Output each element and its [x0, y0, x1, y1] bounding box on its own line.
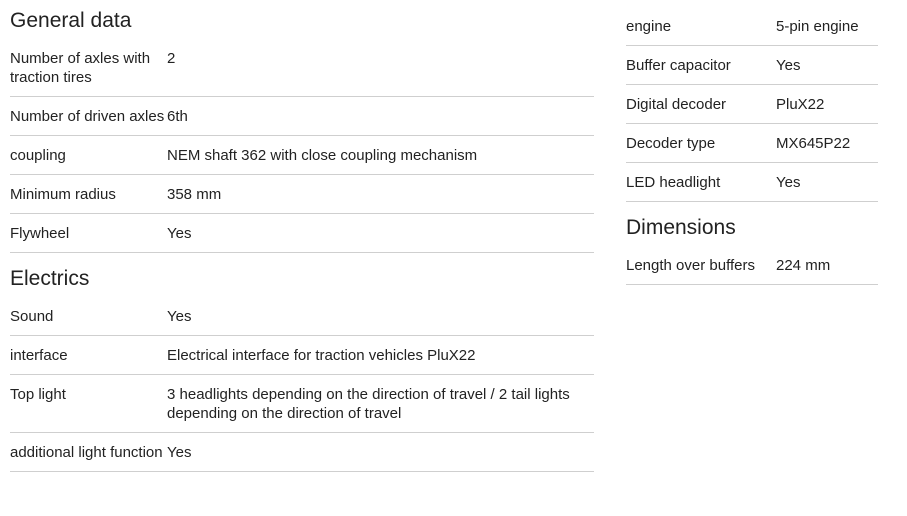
- spec-row: [626, 0, 878, 46]
- spec-label: Number of driven axles: [10, 108, 165, 125]
- section-title-electrics: Electrics: [10, 267, 90, 290]
- spec-label: engine: [626, 18, 672, 35]
- spec-label: Buffer capacitor: [626, 57, 731, 74]
- spec-row: [626, 163, 878, 202]
- spec-label: coupling: [10, 147, 66, 164]
- spec-label: interface: [10, 347, 68, 364]
- spec-value: MX645P22: [776, 135, 851, 152]
- spec-value: 358 mm: [167, 186, 222, 203]
- spec-label: Length over buffers: [626, 257, 755, 274]
- spec-row: [626, 85, 878, 124]
- spec-row: [10, 214, 594, 253]
- spec-row: [10, 175, 594, 214]
- spec-label: Minimum radius: [10, 186, 116, 203]
- section-title-dimensions: Dimensions: [626, 216, 736, 239]
- spec-label: LED headlight: [626, 174, 721, 191]
- spec-value: Yes: [167, 444, 192, 461]
- spec-value: Yes: [167, 308, 192, 325]
- spec-row: [626, 124, 878, 163]
- spec-label: Top light: [10, 386, 66, 403]
- spec-row: [10, 375, 594, 433]
- spec-label: Flywheel: [10, 225, 70, 242]
- spec-value: PluX22: [776, 96, 825, 113]
- right-column: [626, 0, 878, 285]
- spec-value: 3 headlights depending on the direction of travel / 2 tail lights depending on the direction of travel: [167, 386, 570, 422]
- spec-label: Sound: [10, 308, 54, 325]
- spec-value: Yes: [776, 174, 801, 191]
- spec-row: [10, 136, 594, 175]
- spec-row: [626, 46, 878, 85]
- spec-value: Yes: [776, 57, 801, 74]
- spec-row: [10, 433, 594, 472]
- spec-row: [626, 246, 878, 285]
- spec-label: Digital decoder: [626, 96, 727, 113]
- spec-value: 2: [167, 50, 176, 67]
- spec-label: additional light function: [10, 444, 163, 461]
- spec-value: 6th: [167, 108, 188, 125]
- spec-value: 5-pin engine: [776, 18, 859, 35]
- spec-row: [10, 97, 594, 136]
- spec-value: Yes: [167, 225, 192, 242]
- section-title-general: General data: [10, 9, 132, 32]
- spec-row: [10, 297, 594, 336]
- spec-row: [10, 336, 594, 375]
- spec-label: Decoder type: [626, 135, 716, 152]
- spec-value: Electrical interface for traction vehicles PluX22: [167, 347, 476, 364]
- spec-row: [10, 39, 594, 97]
- spec-value: 224 mm: [776, 257, 831, 274]
- spec-value: NEM shaft 362 with close coupling mechanism: [167, 147, 478, 164]
- left-column: [10, 0, 594, 472]
- spec-label: Number of axles with traction tires: [10, 50, 151, 86]
